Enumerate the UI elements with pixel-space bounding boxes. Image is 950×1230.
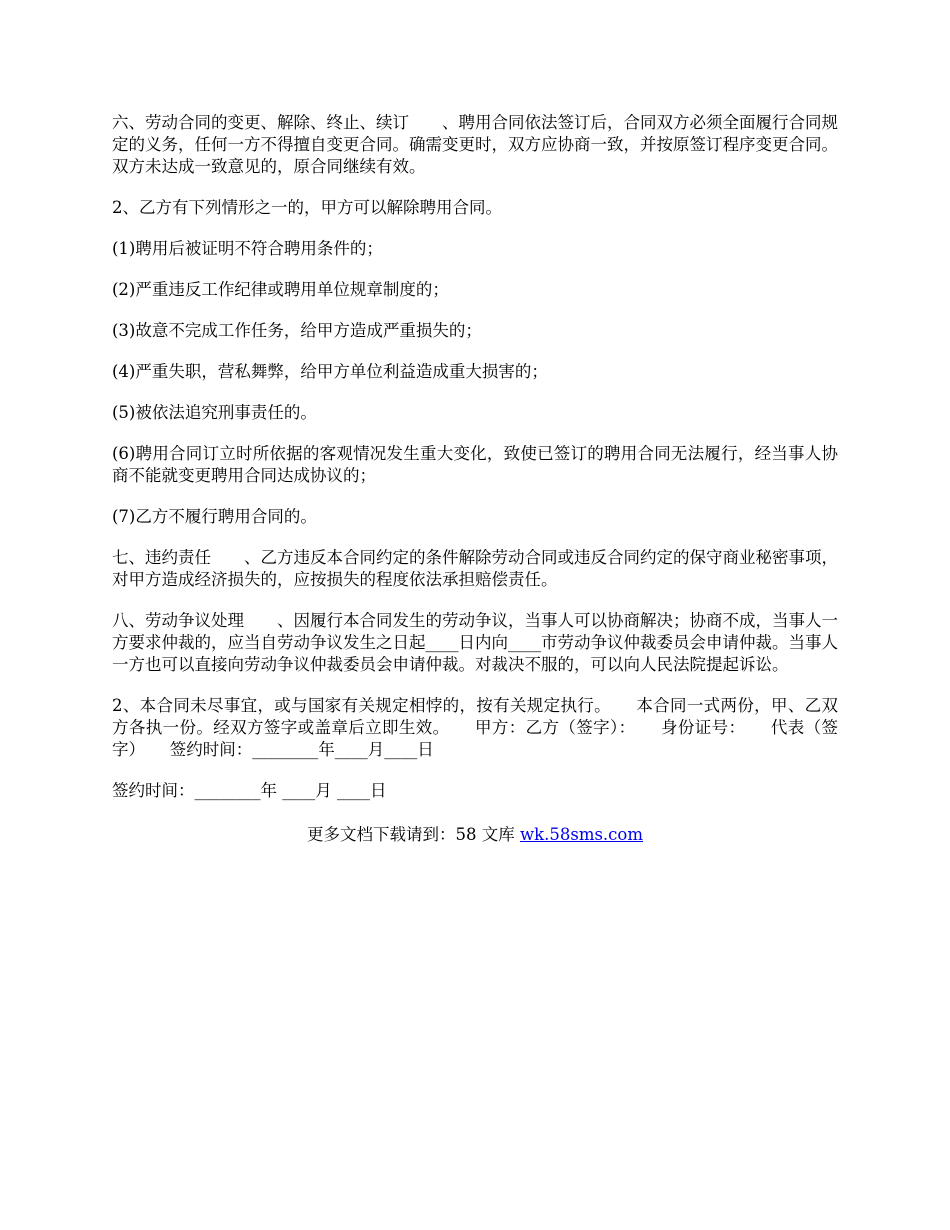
list-item-2: (2)严重违反工作纪律或聘用单位规章制度的； [112, 280, 449, 299]
list-item-4: (4)严重失职，营私舞弊，给甲方单位利益造成重大损害的； [112, 362, 548, 381]
paragraph-sign-date: 签约时间：________年 ____月 ____日 [112, 781, 387, 800]
footer-prefix: 更多文档下载请到：58 文库 [306, 825, 520, 844]
paragraph-section-seven: 七、违约责任 、乙方违反本合同约定的条件解除劳动合同或违反合同约定的保守商业秘密事项，对甲方造成经济损失的，应按损失的程度依法承担赔偿责任。 [112, 548, 838, 589]
paragraph-section-six: 六、劳动合同的变更、解除、终止、续订 、聘用合同依法签订后，合同双方必须全面履行合同规定的义务，任何一方不得擅自变更合同。确需变更时，双方应协商一致，并按原签订程序变更合同。双方未达成一致意见的，原合同继续有效。 [112, 113, 838, 176]
list-item-3: (3)故意不完成工作任务，给甲方造成严重损失的； [112, 321, 482, 340]
list-item-1: (1)聘用后被证明不符合聘用条件的； [112, 239, 383, 258]
paragraph-termination-intro: 2、乙方有下列情形之一的，甲方可以解除聘用合同。 [112, 198, 502, 217]
list-item-7: (7)乙方不履行聘用合同的。 [112, 507, 317, 526]
download-footer [112, 824, 838, 846]
paragraph-section-eight: 八、劳动争议处理 、因履行本合同发生的劳动争议，当事人可以协商解决；协商不成，当事人一方要求仲裁的，应当自劳动争议发生之日起____日内向____市劳动争议仲裁委员会申请仲裁。当事人一方也可以直接向劳动争议仲裁委员会申请仲裁。对裁决不服的，可以向人民法院提起诉讼。 [112, 611, 838, 674]
paragraph-signatures: 2、本合同未尽事宜，或与国家有关规定相悖的，按有关规定执行。 本合同一式两份，甲、乙双方各执一份。经双方签字或盖章后立即生效。 甲方：乙方（签字）： 身份证号： 代表（签字） 签约时间：________年____月____日 [112, 696, 838, 759]
footer-link[interactable]: wk.58sms.com [519, 825, 643, 844]
list-item-5: (5)被依法追究刑事责任的。 [112, 403, 317, 422]
list-item-6: (6)聘用合同订立时所依据的客观情况发生重大变化，致使已签订的聘用合同无法履行，经当事人协商不能就变更聘用合同达成协议的； [112, 444, 838, 485]
